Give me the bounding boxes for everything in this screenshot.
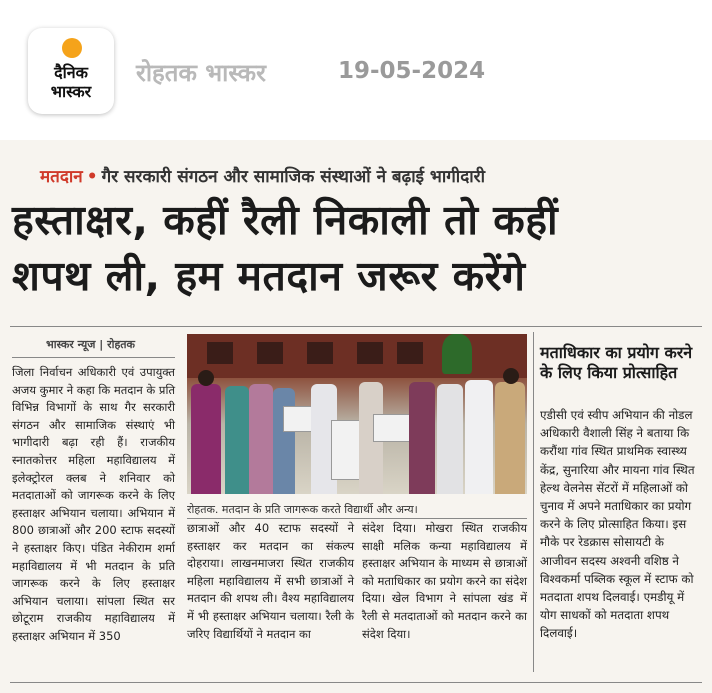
window [207,342,233,364]
tree [442,334,472,374]
logo-line-2: भास्कर [50,82,92,101]
person-head [503,368,519,384]
kicker [40,164,485,187]
article-column-2: छात्राओं और 40 स्टाफ सदस्यों ने हस्ताक्षर कर मतदान का संकल्प दोहराया। लाखनमाजरा स्थित राजकीय महिला महाविद्यालय में सभी छात्राओं ने मतदान की शपथ ली। वैश्य महाविद्यालय में भी हस्ताक्षर अभियान चलाया। रैली के जरिए विद्यार्थियों ने मतदान का [187,521,354,641]
window [397,342,423,364]
kicker-dot: • [86,167,98,187]
person [465,380,493,494]
window [357,342,383,364]
article-column-4: एडीसी एवं स्वीप अभियान की नोडल अधिकारी वैशाली सिंह ने बताया कि करौंथा गांव स्थित प्राथमिक स्वास्थ्य केंद्र, सुनारिया और मायना गांव स्थित हेल्थ वेलनेस सेंटरों में महिलाओं को चुनाव में अपने मताधिकार का प्रयोग करने के लिए प्रोत्साहित किया। इस मौके पर रेडक्रास सोसायटी के आजीवन सदस्य अश्वनी वशिष्ठ ने विश्वकर्मा पब्लिक स्कूल में स्टाफ को मतदाता शपथ दिलवाई। एमडीयू में योग साधकों को मतदाता शपथ दिलवाई। [540,408,695,641]
bottom-rule [10,682,702,683]
edition-date: 19-05-2024 [338,58,486,84]
photo-caption: रोहतक. मतदान के प्रति जागरूक करते विद्यार्थी और अन्य। [187,503,418,516]
placard [373,414,411,442]
window [257,342,283,364]
person [409,382,435,494]
person-head [198,370,214,386]
person [249,384,273,494]
window [307,342,333,364]
page-header [0,0,712,140]
group-photo [187,334,527,494]
dainik-bhaskar-logo[interactable] [28,28,114,114]
logo-line-1: दैनिक [54,63,88,82]
newspaper-clipping [0,140,712,693]
person [225,386,249,494]
kicker-text: गैर सरकारी संगठन और सामाजिक संस्थाओं ने बढ़ाई भागीदारी [101,167,485,187]
person [437,384,463,494]
article-column-3: संदेश दिया। मोखरा स्थित राजकीय साक्षी मलिक कन्या महाविद्यालय में हस्ताक्षर अभियान के माध्यम से छात्राओं को मताधिकार का प्रयोग करने का संदेश दिया। खेल विभाग ने सांपला खंड में रैली से मतदाताओं को मतदान करने का संदेश दिया। [362,521,527,641]
placard [283,406,313,432]
divider [10,326,702,327]
headline-line-1: हस्ताक्षर, कहीं रैली निकाली तो कहीं [12,196,559,244]
person [495,382,525,494]
divider [12,357,175,358]
sun-icon [62,38,82,58]
sidebar-headline: मताधिकार का प्रयोग करने के लिए किया प्रोत्साहित [540,343,693,382]
kicker-label: मतदान [40,167,83,187]
headline [12,192,702,304]
column-divider [533,332,534,672]
headline-line-2: शपथ ली, हम मतदान जरूर करेंगे [12,252,526,300]
divider [187,518,527,519]
article-column-1: जिला निर्वाचन अधिकारी एवं उपायुक्त अजय कुमार ने कहा कि मतदान के प्रति विभिन्न विभागों के साथ गैर सरकारी संगठन और सामाजिक संस्थाएं भी भागीदारी बढ़ा रही हैं। राजकीय स्नातकोत्तर महिला महाविद्यालय में इलेक्ट्रोरल क्लब ने शनिवार को मतदाताओं को जागरूक करने के लिए हस्ताक्षर अभियान चलाया। अभियान में 800 छात्राओं और 200 स्टाफ सदस्यों ने हस्ताक्षर किए। पंडित नेकीराम शर्मा महाविद्यालय में भी मतदान के प्रति जागरूक करने के लिए हस्ताक्षर अभियान चलाया। सांपला स्थित सर छोटूराम राजकीय महाविद्यालय में हस्ताक्षर अभियान में 350 [12,365,175,643]
person [273,388,295,494]
edition-name: रोहतक भास्कर [136,59,266,87]
person [191,384,221,494]
byline: भास्कर न्यूज | रोहतक [46,338,136,351]
